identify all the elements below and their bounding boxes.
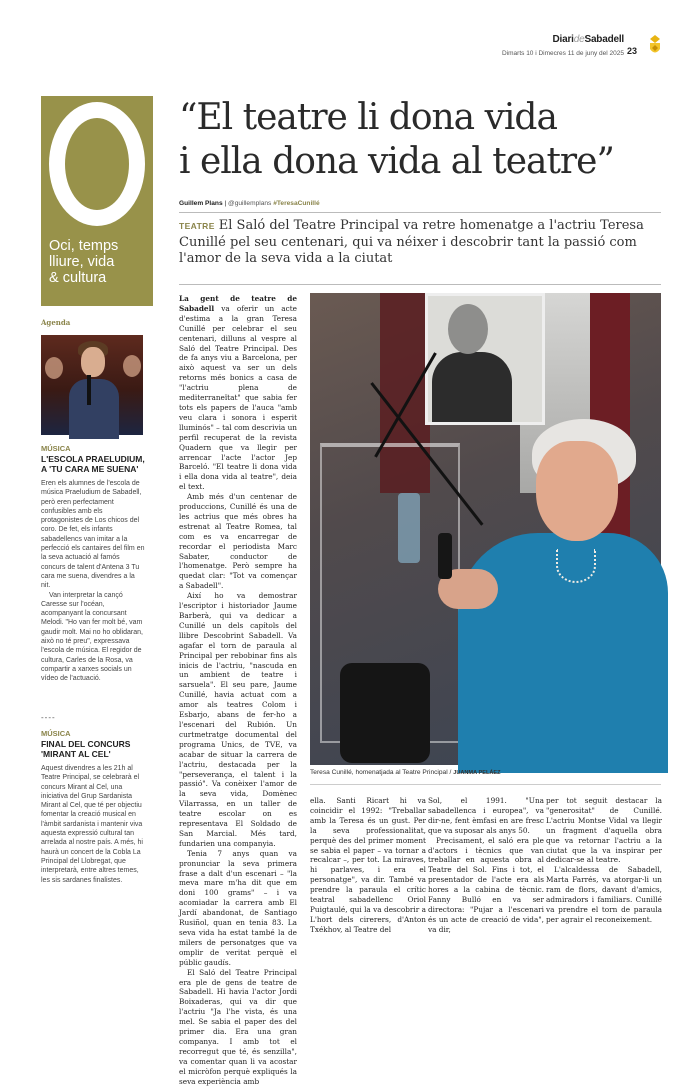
article-column-1 (179, 294, 297, 1087)
photo-credit: JUANMA PELÁEZ (453, 770, 501, 776)
article-kicker: TEATRE (179, 221, 215, 231)
page-number: 23 (626, 46, 637, 56)
divider (310, 784, 661, 785)
agenda-kicker: MÚSICA (41, 729, 71, 738)
article-paragraph: Precisament, el saló era ple d'actors i tècnics que van treballar en aquesta obra al Teatre del Sol. Fins i tot, el presentador de l'acte era als hores a la cabina de tècnic. Fanny Bulló en va ser directora: "Pujar a l'escenari és un acte de creació de vida", va dir, (428, 835, 544, 934)
article-text: va oferir un acte d'estima a la gran Teresa Cunillé per celebrar el seu centenari, dilluns al vespre al Saló del Teatre Principal. Des de fa anys viu a Barcelona, per això aquest va ser un dels retorns més bonics a casa de "l'actriu plena de mediterraneïtat" que sabia fer tots els papers de l'auca "amb veu clara i sonora i esperit lluminós" – tal com descrivia un perfil recuperat de la revista Quadern que va llegir per arrencar l'acte l'actor Jep Barceló. "El teatre li dona vida i ella dona vida al teatre", deia el text. (179, 303, 297, 492)
agenda-headline: L'ESCOLA PRAELUDIUM, A 'TU CARA ME SUENA' (41, 454, 145, 474)
section-title-line2: lliure, vida (49, 254, 115, 270)
article-photo (310, 293, 661, 765)
agenda-body (41, 479, 145, 684)
byline: Guillem Plans | @guillemplans #TeresaCuniIlé (179, 200, 320, 207)
masthead (502, 34, 624, 57)
divider (179, 284, 661, 285)
sabadell-shield-icon (648, 34, 662, 56)
article-paragraph: L'alcaldessa de Sabadell, Marta Farrés, va atorgar-li un ram de flors, davant d'amics, admiradors i familiars. Cunillé va prendre el torn de paraula per agrair el reconeixement. (546, 865, 662, 924)
brand-city: Sabadell (584, 34, 624, 45)
section-title-line3: & cultura (49, 270, 107, 286)
article-column-2 (310, 796, 426, 935)
brand-de: de (573, 34, 585, 45)
article-paragraph: Sol, el 1991. "Una sabadellenca i europea", va dir-ne, fent èmfasi en are fresc que va suposar als anys 50. (428, 796, 544, 835)
article-subhead (179, 218, 661, 268)
agenda-body (41, 764, 145, 885)
brand-main: Diari (552, 34, 574, 45)
agenda-separator: ---- (41, 713, 56, 722)
agenda-paragraph: Van interpretar la cançó Caresse sur l'océan, acompanyant la concursant Melodi. "Ho van fer molt bé, vam gaudir molt. Mai no ho oblidaran, això no té preu", expressava l'escola de música. El regidor de cultura, Carles de la Rosa, va compartir a xarxes socials un vídeo de l'actuació. (41, 591, 143, 683)
agenda-item-praeludium (41, 444, 145, 684)
agenda-paragraph: Aquest divendres a les 21h al Teatre Principal, se celebrarà el concurs Mirant al Cel, una iniciativa del Grup Sardanista Mirant al Cel, que té per objectiu fomentar la creació musical en l'àmbit sardanista i mantenir viva aquesta expressió cultural tan arrelada al nostre país. A més, hi haurà un concert de la Cobla La Principal del Llobregat, que interpretarà, entre altres temes, les sis sardanes finalistes. (41, 765, 143, 884)
author-handle[interactable]: @guillemplans (228, 200, 272, 207)
dateline: Dimarts 10 i Dimecres 11 de juny del 2025 (502, 50, 624, 57)
photo-caption: Teresa Cunillé, homenatjada al Teatre Principal / JUANMA PELÁEZ (310, 769, 501, 776)
divider (179, 212, 661, 213)
article-paragraph: ella. Santi Ricart hi va coincidir el 1992: "Treballar amb la Teresa és un gust. Per la seva professionalitat, perquè des del primer moment se sabia el paper – va tornar a recalcar –, per tot. La miraves, hi parlaves, i era el personatge", va dir. També va prendre la paraula el crític teatral sabadellenc Oriol Puigtaulé, qui la va descobrir a L'hort dels cirerers, d'Anton Txékhov, al Teatre del (310, 796, 426, 934)
article-column-4 (546, 796, 662, 925)
article-paragraph: Així ho va demostrar l'escriptor i historiador Jaume Barberà, qui va dedicar a Cunillé un dels capítols del llibre Descobrint Sabadell. Va agafar el torn de paraula al Principal per rebobinar fins als inicis de l'actriu, "nascuda en un ambient de teatre i sarsuela". El seu pare, Jaume Cunillé, havia actuat com a amor als teatres Colom i Esbarjo, abans de fer-ho a l'escenari del Rubión. Un curtmetratge documental del programa Unics, de TVE, va acabar de situar la carrera de l'actriu, destacada per la "perseverança, el talent i la passió". Va conèixer l'amor de la seva vida, Domènec Vilarrassa, en un taller de teatre escolar on es representava El Soldado de San Marcial. Més tard, fundarien una companyia. (179, 591, 297, 848)
article-paragraph: El Saló del Teatre Principal era ple de gens de teatre de Sabadell. Hi havia l'actor Jordi Boixaderas, qui va dir que l'actriu "Ja l'he vista, és una mel. Se sabia el paper des del primer dia. Era una gran companya. I amb tot el recorregut que té, és senzilla", va comentar quan li va acostar el micròfon perquè expliqués la seva experiència amb (179, 967, 297, 1086)
agenda-headline: FINAL DEL CONCURS 'MIRANT AL CEL' (41, 739, 131, 759)
article-title (179, 96, 614, 184)
article-title-line2: i ella dona vida al teatre” (179, 141, 614, 182)
article-lead: La gent de teatre de Sabadell (179, 294, 297, 313)
agenda-paragraph: Eren els alumnes de l'escola de música Praeludium de Sabadell, però eren perfectament confusibles amb els protagonistes de Los chicos del coro. De fet, els infants sabadellencs van imitar a la perfecció els cantaires del film en la seva actuació al famós concurs de talent d'Antena 3 Tu cara me suena, divendres a la nit. (41, 480, 145, 590)
article-column-3 (428, 796, 544, 935)
section-title-line1: Oci, temps (49, 238, 119, 254)
section-letter-o (49, 102, 145, 226)
section-title (49, 238, 118, 286)
article-subhead-text: El Saló del Teatre Principal va retre homenatge a l'actriu Teresa Cunillé pel seu centenari, qui va néixer i descobrir tant la passió com l'amor de la seva vida a la ciutat (179, 218, 644, 266)
caption-text: Teresa Cunillé, homenatjada al Teatre Principal (310, 769, 448, 776)
brand-logo (502, 34, 624, 45)
article-paragraph: Amb més d'un centenar de produccions, Cunillé és una de les actrius que més obres ha estrenat al Teatre Romea, tal com es va encarregar de recordar el periodista Marc Sabater, conductor de l'homenatge. Però sempre ha quedat clar: "Tot va començar a Sabadell". (179, 492, 297, 591)
agenda-label: Agenda (41, 318, 71, 327)
article-paragraph (179, 294, 297, 492)
article-paragraph: per tot seguit destacar la "generositat" de Cunillé. L'actriu Montse Vidal va llegir un fragment d'aquella obra que va retornar l'actriu a la ciutat que la va inspirar per dedicar-se al teatre. (546, 796, 662, 865)
agenda-kicker: MÚSICA (41, 444, 71, 453)
section-header (41, 96, 153, 306)
author-name: Guillem Plans (179, 200, 223, 207)
article-title-line1: “El teatre li dona vida (179, 97, 557, 138)
agenda-photo (41, 335, 143, 435)
agenda-item-mirant-al-cel (41, 729, 145, 885)
article-hashtag[interactable]: #TeresaCuniIlé (273, 200, 320, 207)
article-paragraph: Tenia 7 anys quan va pronunciar la seva primera frase a dalt d'un escenari – "la meva mare m'ha dit que em doni 100 grams" – i va acomiadar la carrera amb El Jardí abandonat, de Santiago Rusiñol, quan en tenia 83. La seva vida ha estat també la de milers de personatges que va omplir de veritat perquè el públic gaudís. (179, 848, 297, 967)
